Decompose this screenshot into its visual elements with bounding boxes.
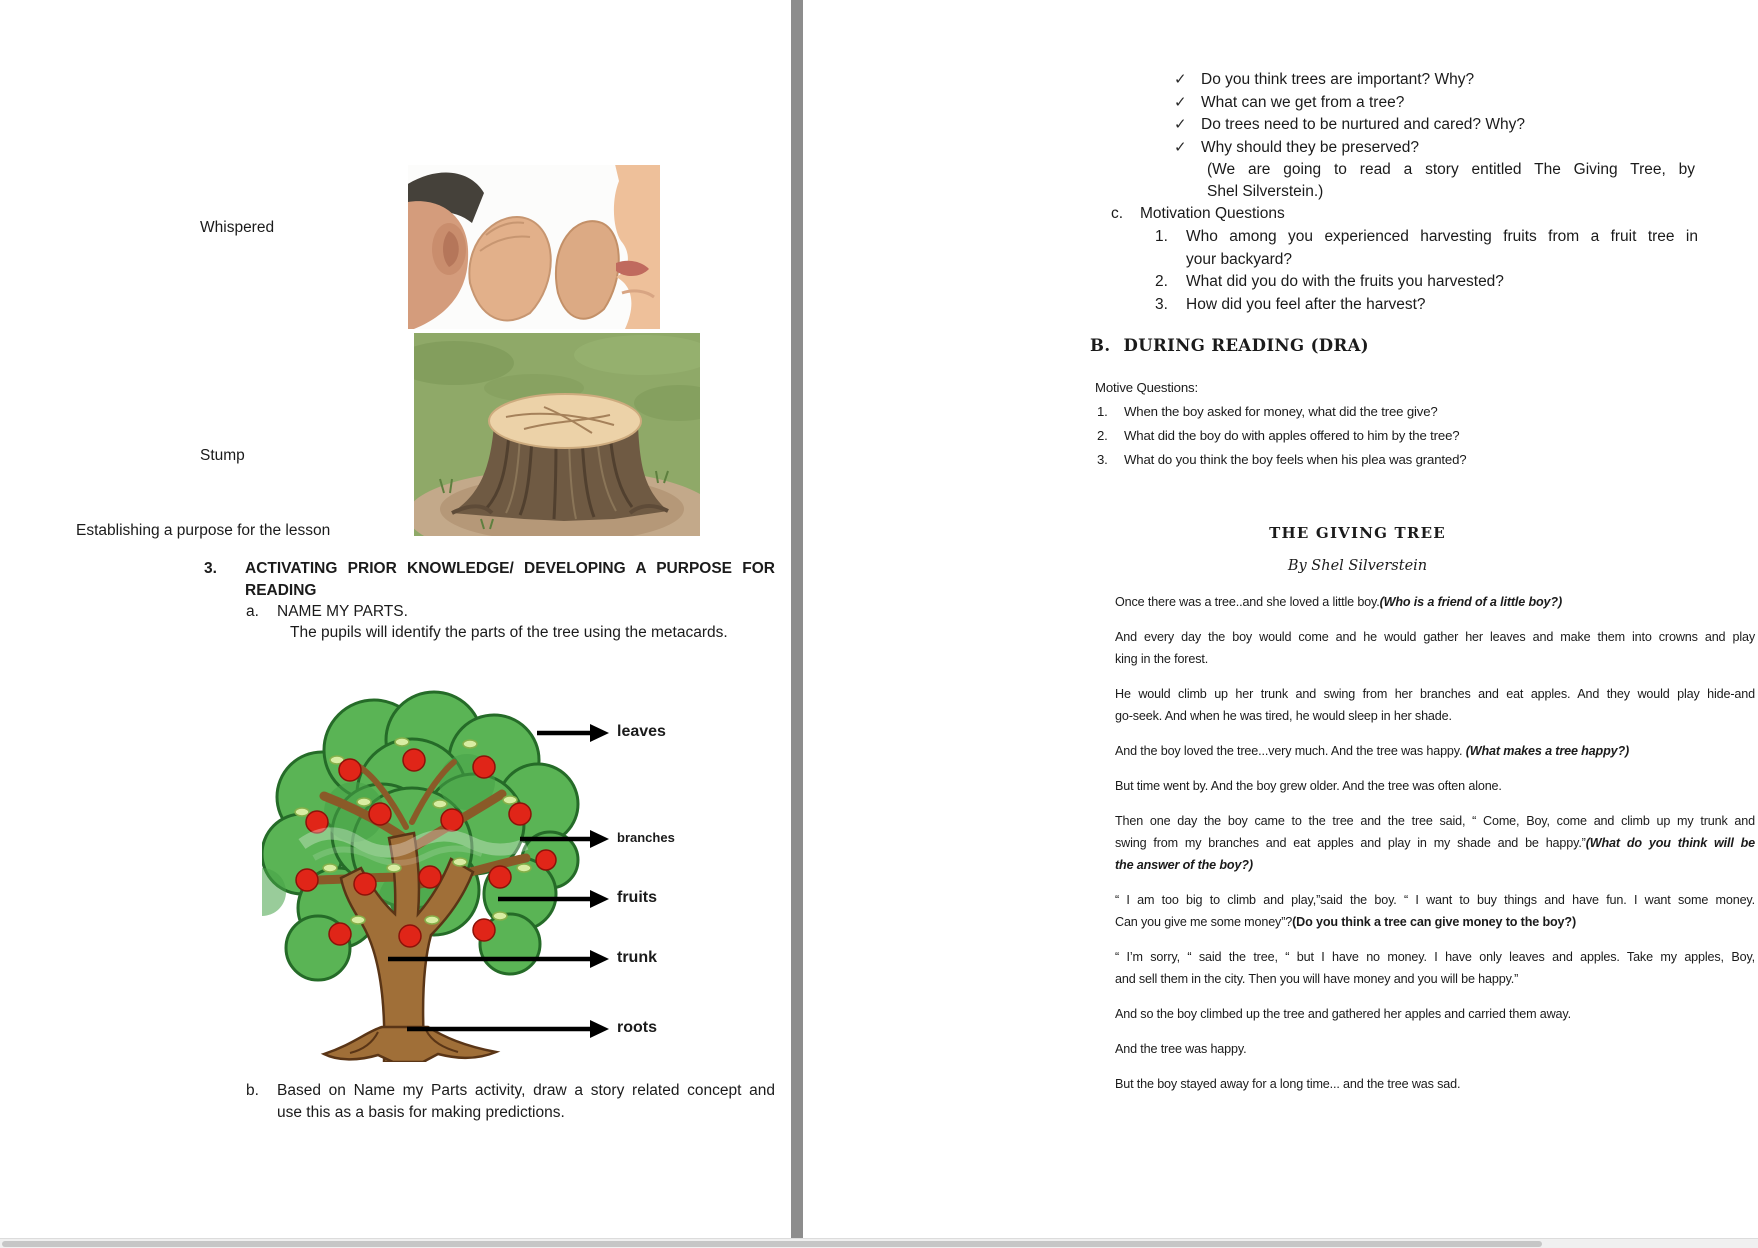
- item-c-number: c.: [1111, 205, 1124, 222]
- checklist-item-label: Do trees need to be nurtured and cared? Why?: [1201, 116, 1525, 133]
- section-b-title: DURING READING (DRA): [1123, 336, 1370, 355]
- story-line: “ I’m sorry, “ said the tree, “ but I have no money. I have only leaves and apples. Take my apples, Boy,: [1115, 950, 1755, 964]
- story-paragraph: [1115, 1038, 1755, 1060]
- check-icon: ✓: [1174, 93, 1187, 111]
- story-paragraph: [1115, 1003, 1755, 1025]
- motivation-list: [1155, 226, 1698, 316]
- story-paragraph: [1115, 1073, 1755, 1095]
- checklist-item-label: Why should they be preserved?: [1201, 138, 1419, 156]
- item-b-line1: Based on Name my Parts activity, draw a story related concept and: [277, 1082, 775, 1099]
- item-c-row: [1111, 203, 1285, 225]
- motive-item: [1097, 424, 1466, 448]
- checklist-item: [1174, 114, 1525, 137]
- stump-photo: [414, 333, 700, 536]
- checklist-item: [1174, 69, 1525, 92]
- item-a-number: a.: [246, 603, 259, 620]
- motive-item-text: What do you think the boy feels when his plea was granted?: [1124, 452, 1467, 467]
- motive-item: [1097, 400, 1466, 424]
- whispered-label: Whispered: [200, 219, 275, 236]
- motivation-item: [1155, 294, 1698, 317]
- story-line: And every day the boy would come and he would gather her leaves and make them into crowns and play: [1115, 630, 1755, 644]
- item-b-number: b.: [246, 1082, 259, 1099]
- story-paragraphs: [1115, 591, 1755, 1108]
- document-page-right: [803, 0, 1758, 1238]
- story-line: But time went by. And the boy grew older. And the tree was often alone.: [1115, 779, 1502, 793]
- checklist-item: [1174, 137, 1525, 160]
- item-a-description: The pupils will identify the parts of the tree using the metacards.: [290, 624, 728, 641]
- checklist-item: [1174, 92, 1525, 115]
- story-line: king in the forest.: [1115, 652, 1209, 666]
- tree-part-label-fruits: fruits: [617, 889, 657, 906]
- story-byline: By Shel Silverstein: [1287, 558, 1428, 574]
- motivation-item: [1155, 271, 1698, 294]
- item-b-text: [277, 1080, 775, 1124]
- motivation-item: [1155, 226, 1698, 271]
- checklist-item-label: Do you think trees are important? Why?: [1201, 71, 1475, 88]
- stump-photo-graphic: [414, 333, 700, 536]
- motivation-item-line: How did you feel after the harvest?: [1186, 295, 1426, 313]
- whisper-photo: [408, 165, 660, 329]
- story-line: the answer of the boy?): [1115, 858, 1253, 872]
- story-line: go-seek. And when he was tired, he would sleep in her shade.: [1115, 709, 1452, 723]
- story-paragraph: [1115, 946, 1755, 990]
- motivation-item-line: What did you do with the fruits you harvested?: [1186, 273, 1504, 290]
- section-b-heading: [1090, 336, 1369, 355]
- section-3-number: 3.: [204, 560, 217, 577]
- reading-note-line2: Shel Silverstein.): [1207, 183, 1324, 200]
- checklist: [1174, 69, 1525, 159]
- story-paragraph: [1115, 591, 1755, 613]
- item-a-title: NAME MY PARTS.: [277, 603, 408, 620]
- motive-item-number: 1.: [1097, 404, 1108, 419]
- item-c-title: Motivation Questions: [1140, 205, 1285, 222]
- reading-note: [1207, 159, 1695, 203]
- motive-item-text: When the boy asked for money, what did the tree give?: [1124, 404, 1438, 419]
- story-line: “ I am too big to climb and play,”said the boy. “ I want to buy things and have fun. I want some money.: [1115, 893, 1755, 907]
- whisper-photo-graphic: [408, 165, 660, 329]
- reading-note-line1: (We are going to read a story entitled The Giving Tree, by: [1207, 161, 1695, 178]
- story-line: Once there was a tree..and she loved a little boy.(Who is a friend of a little boy?): [1115, 595, 1562, 609]
- story-line: He would climb up her trunk and swing from her branches and eat apples. And they would play hide-and: [1115, 687, 1755, 701]
- check-icon: ✓: [1174, 138, 1187, 156]
- motivation-item-line: Who among you experienced harvesting fruits from a fruit tree in: [1186, 228, 1698, 245]
- section-3-heading-line1: ACTIVATING PRIOR KNOWLEDGE/ DEVELOPING A PURPOSE FOR: [245, 560, 775, 577]
- horizontal-scrollbar[interactable]: [0, 1238, 1758, 1248]
- story-line: and sell them in the city. Then you will have money and you will be happy.”: [1115, 972, 1519, 986]
- tree-part-label-roots: roots: [617, 1019, 657, 1036]
- stump-label: Stump: [200, 447, 245, 464]
- motive-questions-list: [1097, 400, 1466, 472]
- item-b-line2: use this as a basis for making predictions.: [277, 1104, 565, 1121]
- story-paragraph: [1115, 683, 1755, 727]
- story-line: swing from my branches and eat apples and play in my shade and be happy.”(What do you think will be: [1115, 836, 1755, 850]
- motivation-item-number: 2.: [1155, 273, 1168, 290]
- motive-item-number: 3.: [1097, 452, 1108, 467]
- tree-part-label-branches: branches: [617, 830, 675, 845]
- check-icon: ✓: [1174, 71, 1187, 88]
- story-line: But the boy stayed away for a long time... and the tree was sad.: [1115, 1077, 1461, 1091]
- motive-item-text: What did the boy do with apples offered to him by the tree?: [1124, 428, 1460, 443]
- story-paragraph: [1115, 810, 1755, 876]
- story-line: And the tree was happy.: [1115, 1042, 1247, 1056]
- tree-part-label-leaves: leaves: [617, 723, 666, 740]
- motive-item: [1097, 448, 1466, 472]
- section-3-heading: [245, 558, 775, 602]
- motive-item-number: 2.: [1097, 428, 1108, 443]
- story-paragraph: [1115, 775, 1755, 797]
- motivation-item-number: 1.: [1155, 228, 1168, 245]
- story-line: And the boy loved the tree...very much. And the tree was happy. (What makes a tree happy?): [1115, 744, 1630, 758]
- section-3-heading-line2: READING: [245, 582, 317, 599]
- story-paragraph: [1115, 626, 1755, 670]
- horizontal-scrollbar-thumb[interactable]: [2, 1241, 1542, 1247]
- document-page-left: [0, 0, 791, 1238]
- story-line: And so the boy climbed up the tree and gathered her apples and carried them away.: [1115, 1007, 1571, 1021]
- motivation-item-number: 3.: [1155, 295, 1168, 313]
- motive-questions-label: Motive Questions:: [1095, 380, 1198, 395]
- story-line: Can you give me some money”?(Do you think a tree can give money to the boy?): [1115, 915, 1576, 929]
- story-title: THE GIVING TREE: [1269, 524, 1446, 542]
- story-line: Then one day the boy came to the tree and the tree said, “ Come, Boy, come and climb up my trunk and: [1115, 814, 1755, 828]
- establishing-purpose-label: Establishing a purpose for the lesson: [76, 522, 331, 539]
- section-b-number: B.: [1090, 336, 1111, 355]
- tree-part-label-trunk: trunk: [617, 949, 657, 966]
- story-paragraph: [1115, 740, 1755, 762]
- motivation-item-line: your backyard?: [1186, 250, 1292, 268]
- checklist-item-label: What can we get from a tree?: [1201, 93, 1405, 111]
- check-icon: ✓: [1174, 116, 1187, 133]
- story-paragraph: [1115, 889, 1755, 933]
